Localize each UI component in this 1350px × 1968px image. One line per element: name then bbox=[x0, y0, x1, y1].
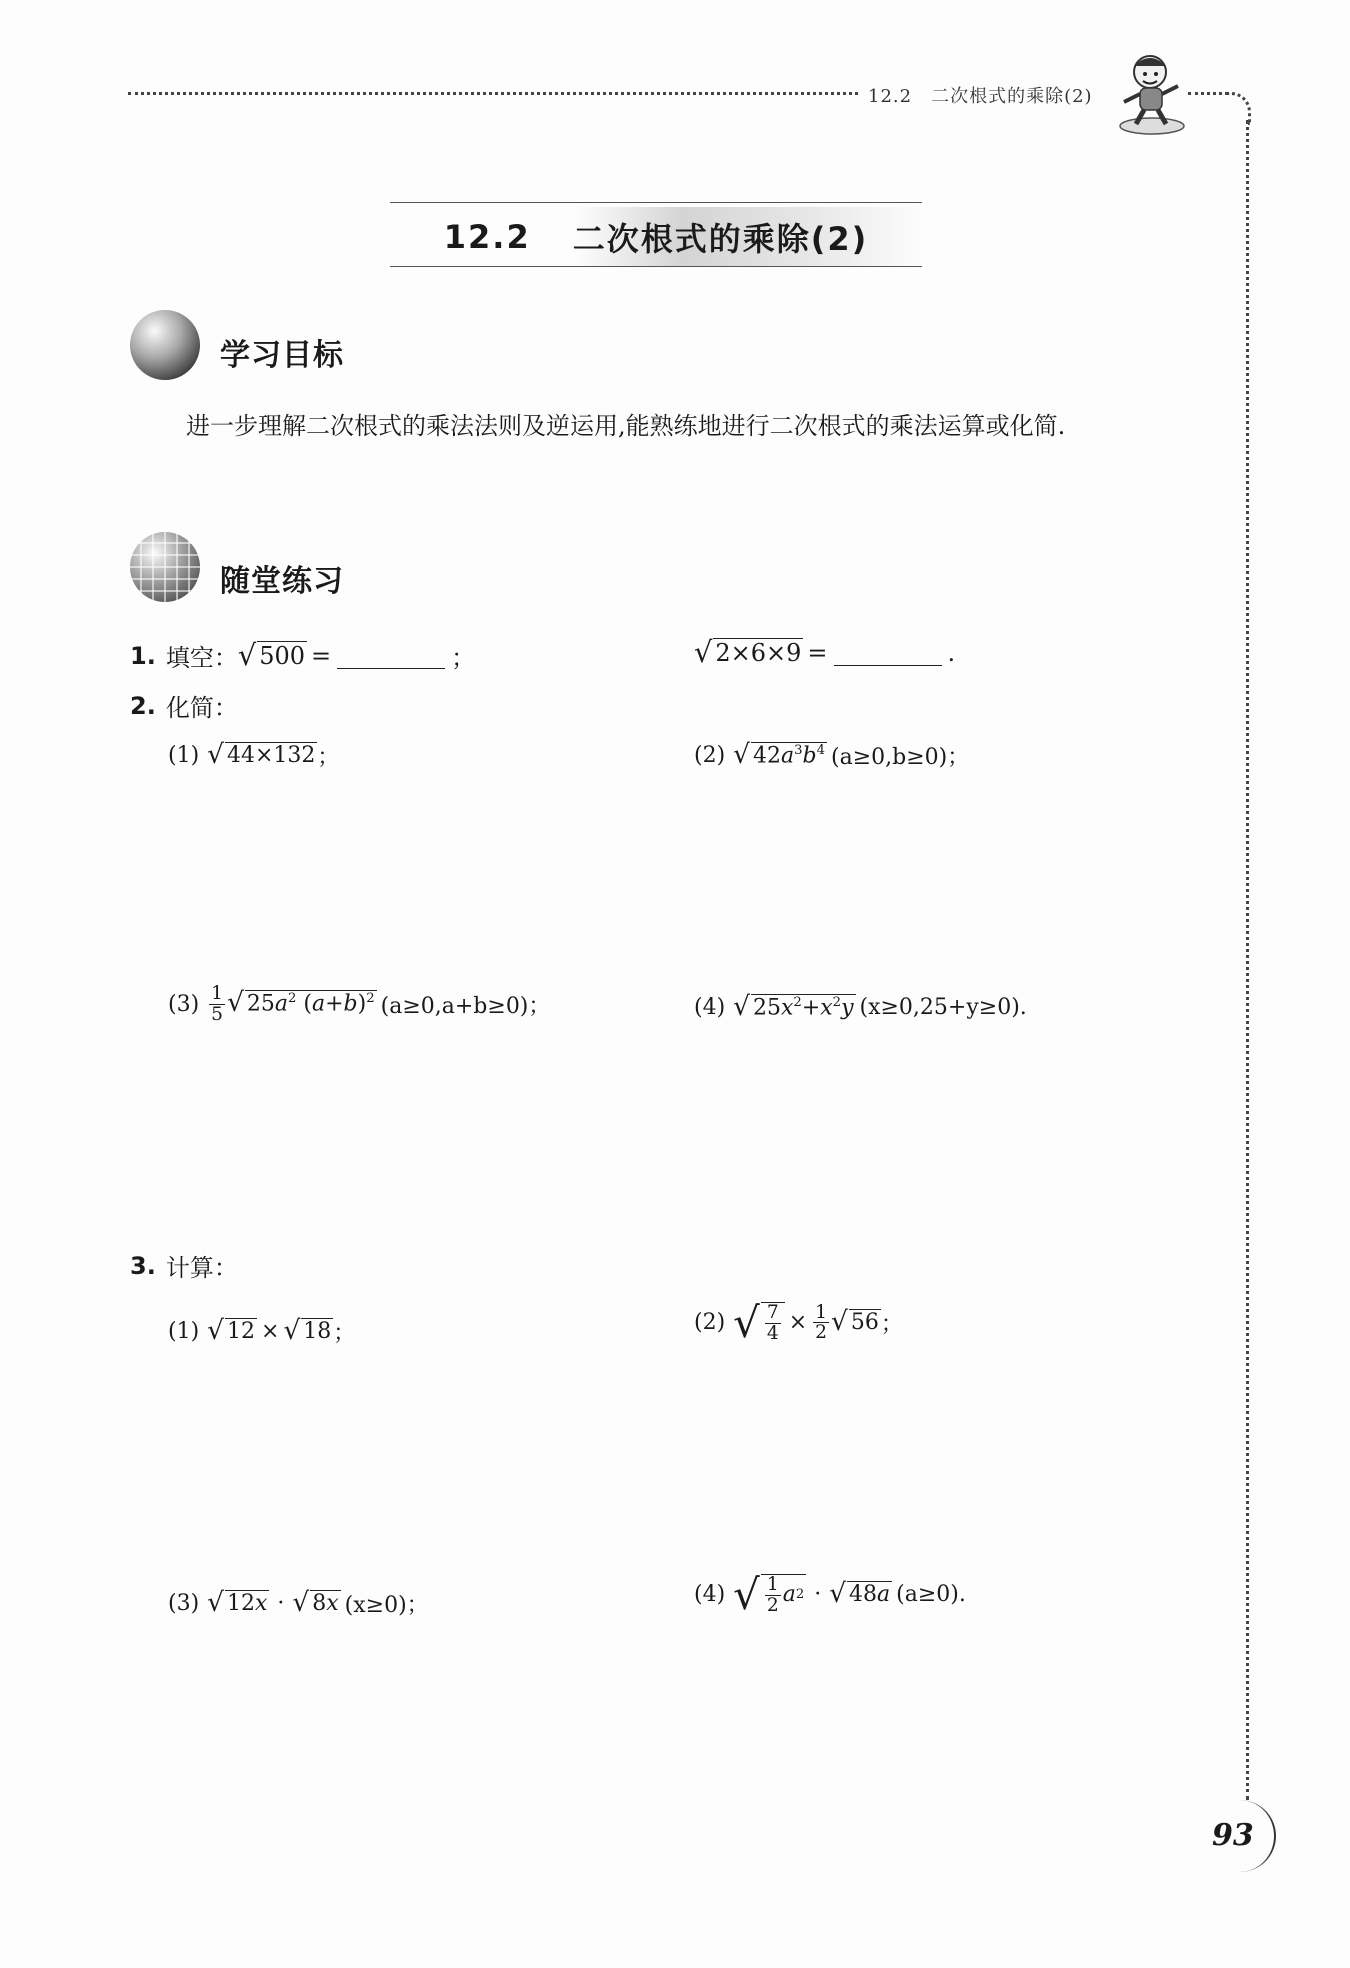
goals-paragraph: 进一步理解二次根式的乘法法则及逆运用,能熟练地进行二次根式的乘法运算或化简. bbox=[186, 412, 1066, 440]
radical: √ $\frac{1}{2}$ a 2 bbox=[733, 1570, 805, 1619]
answer-blank-2[interactable] bbox=[834, 639, 942, 666]
equals-sign: = bbox=[311, 641, 332, 670]
part-index: (4) bbox=[694, 995, 726, 1021]
part-index: (2) bbox=[694, 1310, 726, 1336]
radical: √ 500 bbox=[237, 637, 305, 672]
fraction: $\frac{1}{5}$ bbox=[211, 983, 224, 1025]
dot-operator: · bbox=[814, 1582, 822, 1608]
fraction: $\frac{1}{2}$ bbox=[815, 1301, 828, 1344]
question-label: 填空： bbox=[165, 644, 238, 672]
q2-part-4 bbox=[694, 991, 1027, 1022]
times-sign: × bbox=[788, 1310, 808, 1336]
cartoon-boy-icon bbox=[1112, 50, 1188, 136]
fraction: $\frac{1}{2}$ bbox=[766, 1574, 779, 1616]
running-title: 12.2 二次根式的乘除(2) bbox=[868, 86, 1093, 107]
title-number: 12.2 bbox=[443, 218, 531, 256]
radical: √ 18 bbox=[283, 1314, 332, 1346]
question-3 bbox=[130, 1248, 238, 1283]
question-1b bbox=[694, 635, 956, 669]
q3-part-4 bbox=[694, 1570, 966, 1619]
page-number: 93 bbox=[1212, 1818, 1254, 1853]
radical: √ 12x bbox=[207, 1586, 268, 1618]
globe-icon bbox=[130, 532, 200, 602]
part-index: (3) bbox=[168, 991, 200, 1017]
part-end: ； bbox=[317, 745, 340, 770]
header-dotted-rule-right bbox=[1188, 92, 1228, 95]
question-1 bbox=[130, 638, 475, 673]
q2-part-2 bbox=[694, 740, 969, 771]
part-end: ； bbox=[333, 1321, 356, 1346]
part-index: (1) bbox=[168, 743, 200, 768]
sphere-icon bbox=[130, 310, 200, 380]
separator: ； bbox=[451, 644, 476, 672]
equals-sign: = bbox=[807, 638, 828, 667]
condition: (a≥0). bbox=[896, 1582, 966, 1608]
radical: √ 12 bbox=[207, 1314, 255, 1346]
radical: √ $42a^3b^4$ bbox=[733, 738, 825, 770]
part-end: ； bbox=[880, 1312, 903, 1338]
condition: (a≥0,a+b≥0)； bbox=[380, 993, 551, 1019]
question-2 bbox=[130, 688, 238, 723]
title-text: 二次根式的乘除(2) bbox=[572, 220, 869, 258]
part-index: (3) bbox=[168, 1591, 200, 1616]
part-index: (1) bbox=[168, 1319, 200, 1344]
question-label: 化简： bbox=[165, 694, 238, 722]
condition: (a≥0,b≥0)； bbox=[831, 745, 970, 770]
q3-part-2 bbox=[694, 1298, 903, 1347]
times-sign: × bbox=[261, 1319, 280, 1344]
section-heading-goals: 学习目标 bbox=[220, 338, 344, 373]
part-index: (4) bbox=[694, 1582, 726, 1608]
header-dotted-rule bbox=[128, 92, 858, 95]
answer-blank-1[interactable] bbox=[337, 642, 445, 669]
question-number: 1. bbox=[130, 641, 156, 670]
q2-part-3 bbox=[168, 984, 550, 1024]
condition: (x≥0,25+y≥0). bbox=[859, 995, 1027, 1021]
radical: √ $\frac{7}{4}$ bbox=[733, 1302, 785, 1344]
page-border-right bbox=[1246, 120, 1249, 1800]
page-title bbox=[390, 207, 922, 267]
radical: √ 44×132 bbox=[207, 738, 316, 770]
radical: √ 8x bbox=[292, 1586, 339, 1618]
part-index: (2) bbox=[694, 743, 726, 768]
question-number: 3. bbox=[130, 1251, 156, 1280]
radical: √ $25x^2+x^2y$ bbox=[733, 991, 854, 1022]
section-heading-practice: 随堂练习 bbox=[220, 564, 344, 599]
radical: √ $25a^2$ $(a+b)^2$ bbox=[227, 987, 375, 1019]
q3-part-1 bbox=[168, 1316, 355, 1347]
radical: √ 2×6×9 bbox=[694, 635, 802, 669]
q2-part-1 bbox=[168, 740, 339, 771]
question-number: 2. bbox=[130, 691, 156, 720]
title-rule-bottom bbox=[390, 266, 922, 267]
fraction: $\frac{7}{4}$ bbox=[766, 1302, 779, 1344]
question-label: 计算： bbox=[165, 1254, 238, 1282]
radical: √ 56 bbox=[831, 1306, 879, 1338]
condition: (x≥0)； bbox=[344, 1593, 429, 1618]
dot-operator: · bbox=[277, 1591, 285, 1616]
period: . bbox=[947, 638, 956, 667]
title-rule-top bbox=[390, 202, 922, 203]
radical: √ 48a bbox=[829, 1578, 891, 1610]
q3-part-3 bbox=[168, 1588, 429, 1619]
